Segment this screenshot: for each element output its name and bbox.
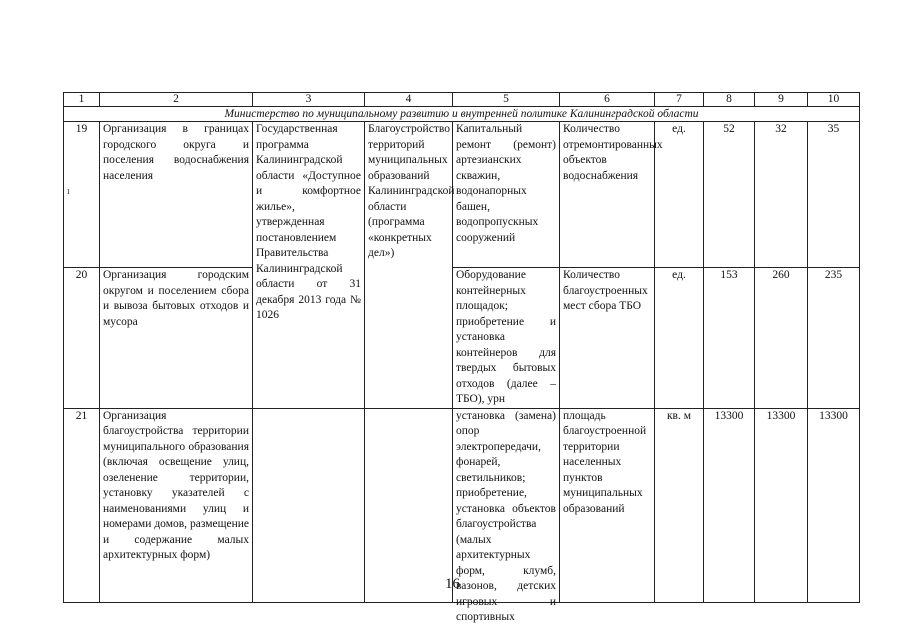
- program-cell: Государственная программа Калининградской области «Доступное и комфортное жилье», утвержденная постановлением Правительства Калининградской области от 31 декабря 2013 года № 1026: [253, 122, 365, 409]
- value-cell-8: 13300: [704, 408, 755, 602]
- value-cell-9: 260: [755, 268, 808, 409]
- program-table: [63, 92, 860, 623]
- column-number: 9: [755, 93, 808, 107]
- row-number: 20: [64, 268, 100, 409]
- value-cell-10: 235: [808, 268, 860, 409]
- table-row: [64, 122, 860, 268]
- value-cell-10: 13300: [808, 408, 860, 602]
- unit-cell: ед.: [655, 268, 704, 409]
- indicator-cell: площадь благоустроенной территории населенных пунктов муниципальных образований: [560, 408, 655, 602]
- subprogram-cell-empty: [365, 408, 453, 602]
- table-row: [64, 408, 860, 602]
- subprogram-cell: Благоустройство территорий муниципальных образований Калининградской области (программа «конкретных дел»): [365, 122, 453, 409]
- column-number: 7: [655, 93, 704, 107]
- stray-mark: ı: [67, 186, 70, 197]
- indicator-cell: Количество отремонтированных объектов водоснабжения: [560, 122, 655, 268]
- program-cell-empty: [253, 408, 365, 602]
- column-number: 5: [453, 93, 560, 107]
- activity-cell: [453, 408, 560, 623]
- value-cell-8: 52: [704, 122, 755, 268]
- activity-cell: Оборудование контейнерных площадок; приобретение и установка контейнеров для твердых бытовых отходов (далее – ТБО), урн: [453, 268, 560, 409]
- value-cell-8: 153: [704, 268, 755, 409]
- activity-text: установка (замена) опор электропередачи, фонарей, светильников; приобретение, установка объектов благоустройства (малых архитектурных форм, клумб, вазонов, детских игровых и спортивных: [456, 409, 556, 623]
- column-number: 1: [64, 93, 100, 107]
- activity-cell: Капитальный ремонт (ремонт) артезианских скважин, водонапорных башен, водопропускных сооружений: [453, 122, 560, 268]
- value-cell-10: 35: [808, 122, 860, 268]
- column-number: 4: [365, 93, 453, 107]
- value-cell-9: 32: [755, 122, 808, 268]
- column-number: 6: [560, 93, 655, 107]
- column-number: 8: [704, 93, 755, 107]
- task-cell: Организация городским округом и поселением сбора и вывоза бытовых отходов и мусора: [100, 268, 253, 409]
- ministry-row: [64, 107, 860, 122]
- column-number: 3: [253, 93, 365, 107]
- ministry-title: Министерство по муниципальному развитию и внутренней политике Калининградской области: [64, 107, 860, 122]
- page-number: 16: [445, 576, 460, 592]
- task-cell: Организация в границах городского округа и поселения водоснабжения населения: [100, 122, 253, 268]
- column-number-row: [64, 93, 860, 107]
- column-number: 10: [808, 93, 860, 107]
- value-cell-9: 13300: [755, 408, 808, 602]
- table-row: [64, 268, 860, 409]
- unit-cell: кв. м: [655, 408, 704, 602]
- indicator-cell: Количество благоустроенных мест сбора ТБО: [560, 268, 655, 409]
- unit-cell: ед.: [655, 122, 704, 268]
- row-number: 19: [64, 122, 100, 268]
- task-cell: Организация благоустройства территории муниципального образования (включая освещение улиц, озеленение территории, установку указателей с наименованиями улиц и номерами домов, размещение и содержание малых архитектурных форм): [100, 408, 253, 602]
- row-number: 21: [64, 408, 100, 602]
- column-number: 2: [100, 93, 253, 107]
